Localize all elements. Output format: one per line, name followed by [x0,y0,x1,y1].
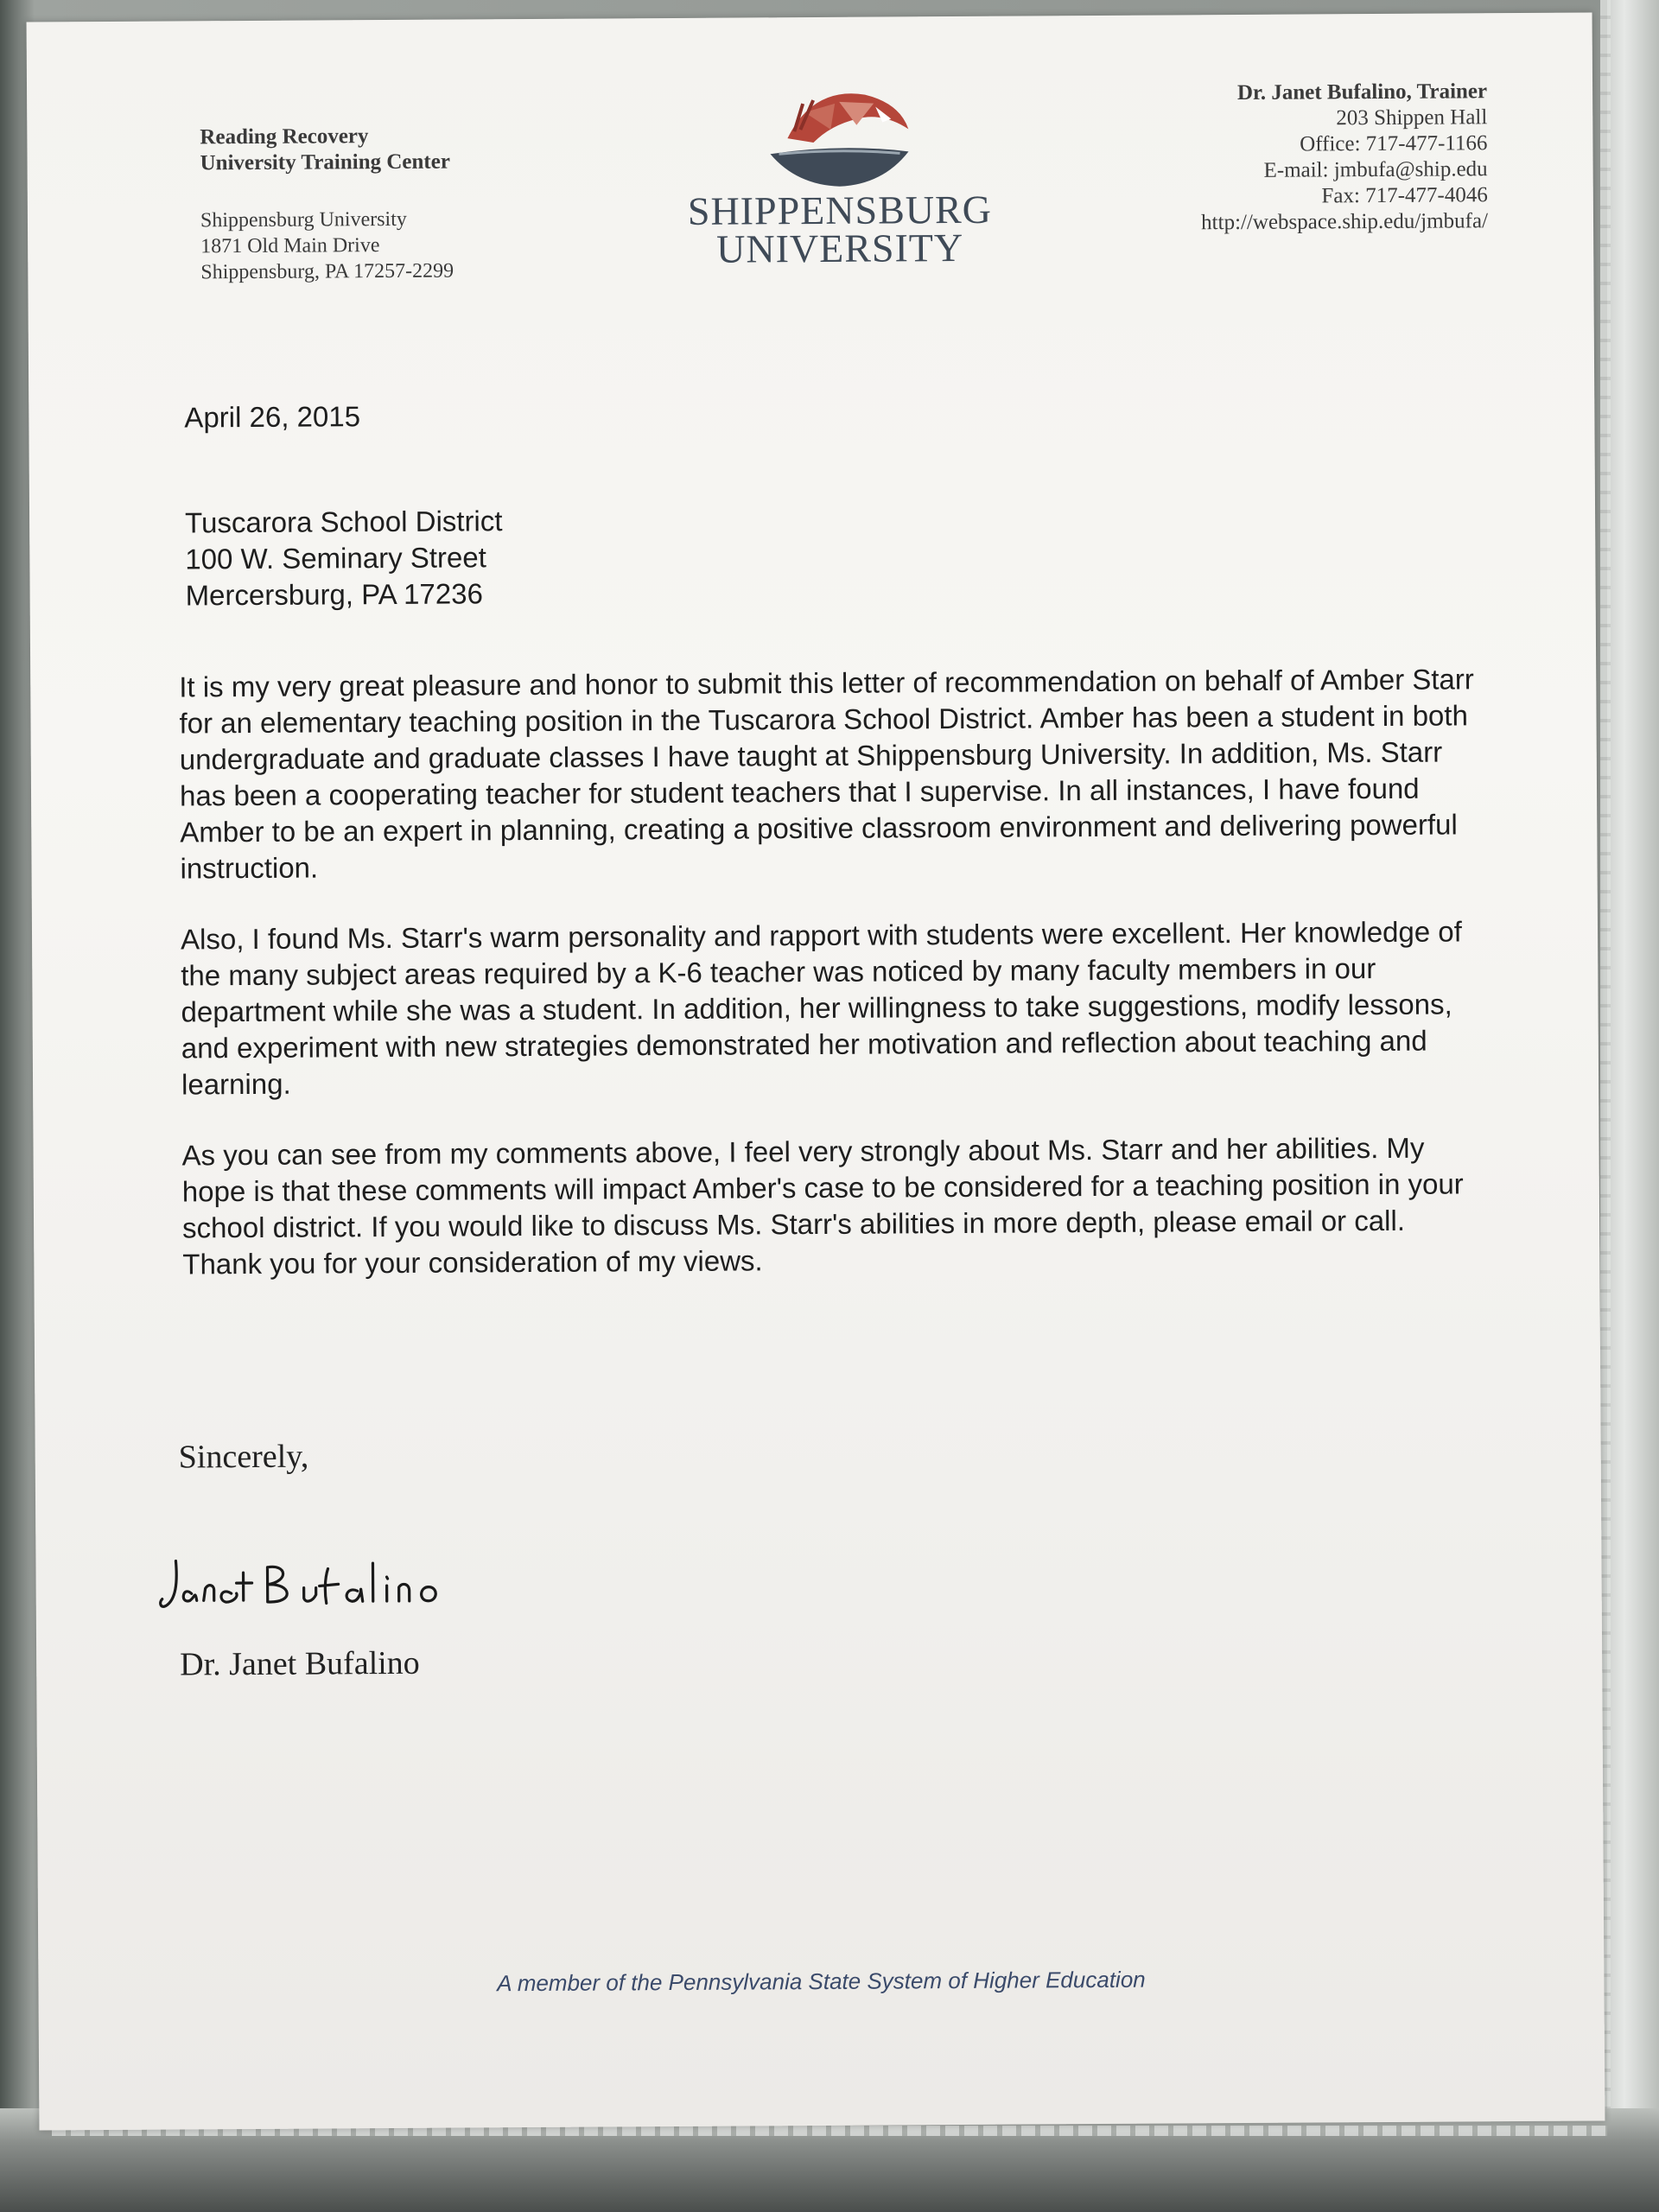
ship-emblem-icon [753,77,926,190]
paragraph-3: As you can see from my comments above, I feel very strongly about Ms. Starr and her abilities. My hope is that these comments will impact Amber's case to be considered for a teaching position in your school district. If you would like to discuss Ms. Starr's abilities in more depth, please email or call. Thank you for your consideration of my views. [181,1131,1464,1281]
letter-page [27,12,1605,2130]
university-logo [666,77,1013,271]
sheet-protector-edge [1607,0,1659,2212]
paragraph-1: It is my very great pleasure and honor to submit this letter of recommendation on behalf of Amber Starr for an elementary teaching position in the Tuscarora School District. Amber has been a student in both undergraduate and graduate classes I have taught at Shippensburg University. In addition, Ms. Starr has been a cooperating teacher for student teachers that I supervise. In all instances, I have found Amber to be an expert in planning, creating a positive classroom environment and delivering powerful instruction. [179,663,1474,885]
logo-wordmark-line2: UNIVERSITY [716,225,964,271]
center-name-line2: University Training Center [200,149,450,175]
recipient-line2: 100 W. Seminary Street [185,541,486,575]
letterhead-right [995,79,1488,237]
contact-name: Dr. Janet Bufalino, Trainer [1236,79,1488,105]
logo-wordmark-line1: SHIPPENSBURG [687,187,993,233]
recipient-line3: Mercersburg, PA 17236 [185,577,483,612]
letterhead-left [200,124,454,286]
recipient-line1: Tuscarora School District [184,505,503,539]
contact-office-location: 203 Shippen Hall [1336,105,1488,130]
closing: Sincerely, [178,1438,309,1476]
letter-date: April 26, 2015 [184,400,361,434]
address-line1: Shippensburg University [200,207,407,232]
contact-email: E-mail: jmbufa@ship.edu [1263,157,1488,182]
footer-note: A member of the Pennsylvania State System of Higher Education [497,1966,1146,1997]
handwritten-signature [156,1541,537,1622]
address-line2: 1871 Old Main Drive [200,234,380,258]
center-name-line1: Reading Recovery [200,124,369,149]
letter-body [179,661,1488,1317]
contact-fax: Fax: 717-477-4046 [1321,183,1488,208]
recipient-address [185,503,503,613]
paragraph-2: Also, I found Ms. Starr's warm personality and rapport with students were excellent. Her knowledge of the many subject areas required by a K-6 teacher was noticed by many faculty members in our department while she was a student. In addition, her willingness to take suggestions, modify lessons, and experiment with new strategies demonstrated her motivation and reflection about teaching and learning. [180,915,1462,1101]
signer-name: Dr. Janet Bufalino [180,1644,420,1683]
contact-web: http://webspace.ship.edu/jmbufa/ [1201,209,1489,235]
contact-phone: Office: 717-477-1166 [1300,131,1488,156]
address-line3: Shippensburg, PA 17257-2299 [200,259,454,284]
